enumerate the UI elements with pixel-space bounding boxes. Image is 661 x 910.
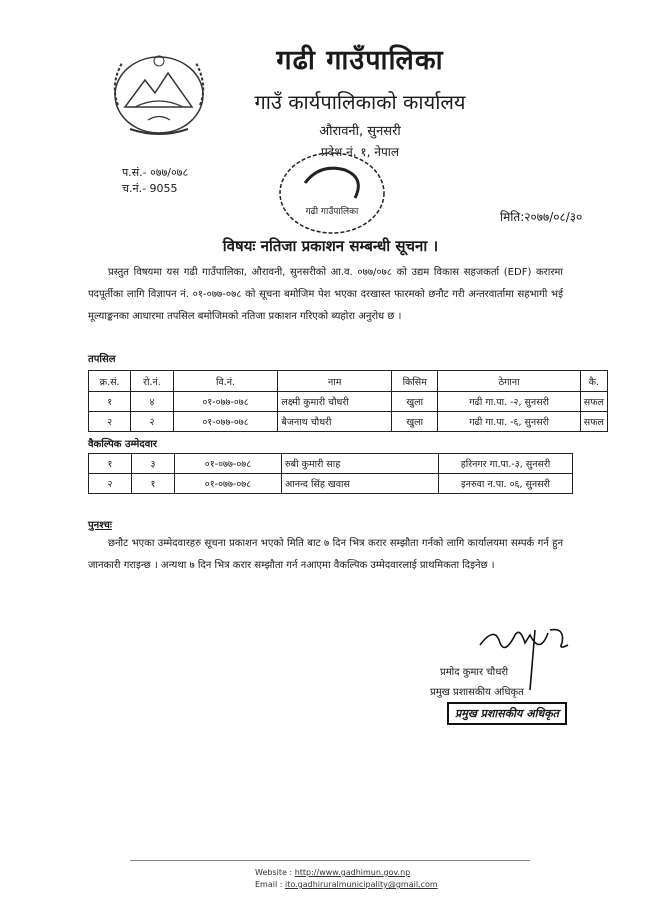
alternate-table (88, 453, 573, 494)
note-paragraph: छनौट भएका उम्मेदवारहरु सूचना प्रकाशन भएको मिति बाट ७ दिन भित्र करार सम्झौता गर्नको लागि कार्यालयमा सम्पर्क गर्न हुन जानकारी गराइन्छ । अन्यथा ७ दिन भित्र करार सम्झौता गर्न नआएमा वैकल्पिक उम्मेदवारलाई प्राथमिकता दिइनेछ । (88, 538, 563, 571)
cell-remarks: सफल (580, 412, 607, 432)
result-table (88, 370, 608, 432)
col-remarks: कै. (580, 371, 607, 392)
signature-icon (470, 615, 580, 695)
office-stamp (275, 148, 390, 238)
designation-stamp: प्रमुख प्रशासकीय अधिकृत (447, 702, 567, 725)
letter-date: मिति:२०७७/०८/३० (500, 210, 583, 224)
table-row (89, 474, 573, 494)
cell-ad-number: ०१-०७७-०७८ (173, 392, 278, 412)
footer-website (255, 868, 410, 877)
col-roll: रो.नं. (131, 371, 173, 392)
website-link[interactable]: http://www.gadhimun.gov.np (294, 868, 411, 877)
col-serial: क्र.सं. (89, 371, 131, 392)
email-label: Email : (255, 880, 283, 889)
cell-type: खुला (392, 412, 438, 432)
province: प्रदेश नं. १, नेपाल (320, 145, 400, 159)
col-ad-number: वि.नं. (173, 371, 278, 392)
col-address: ठेगाना (438, 371, 580, 392)
cell-serial: २ (89, 474, 132, 494)
tapasil-label: तपसिल (88, 354, 116, 365)
note-label: पुनश्चः (88, 520, 112, 531)
signatory-position: प्रमुख प्रशासकीय अधिकृत (430, 687, 524, 698)
table-row (89, 392, 608, 412)
cell-roll: २ (131, 412, 173, 432)
cell-address: हरिनगर गा.पा.-३, सुनसरी (439, 454, 573, 474)
table-row (89, 454, 573, 474)
cell-name: रुबी कुमारी साह (282, 454, 439, 474)
cell-type: खुला (392, 392, 438, 412)
cell-name: लक्ष्मी कुमारी चौधरी (278, 392, 392, 412)
patra-sankhya: प.सं.- ०७७/०७८ (122, 166, 189, 179)
subject-heading: विषयः नतिजा प्रकाशन सम्बन्धी सूचना । (222, 237, 439, 255)
government-emblem-icon (100, 45, 218, 143)
org-name: गढी गाउँपालिका (276, 45, 444, 76)
location: औरावनी, सुनसरी (319, 124, 401, 139)
table-row (89, 412, 608, 432)
footer-divider (130, 860, 530, 861)
cell-name: बैजनाथ चौधरी (278, 412, 392, 432)
cell-name: आनन्द सिंह खवास (282, 474, 439, 494)
alternate-label: वैकल्पिक उम्मेदवार (88, 439, 157, 450)
cell-roll: १ (132, 474, 175, 494)
cell-address: गढी गा.पा. -६, सुनसरी (438, 412, 580, 432)
website-label: Website : (255, 868, 293, 877)
footer-email (255, 880, 438, 889)
cell-serial: २ (89, 412, 131, 432)
cell-address: इनरुवा न.पा. ०६, सुनसरी (439, 474, 573, 494)
office-name: गाउँ कार्यपालिकाको कार्यालय (254, 90, 466, 114)
cell-ad-number: ०१-०७७-०७८ (175, 454, 282, 474)
chalani-number: च.नं.- 9055 (122, 182, 178, 195)
cell-address: गढी गा.पा. -२, सुनसरी (438, 392, 580, 412)
cell-remarks: सफल (580, 392, 607, 412)
cell-ad-number: ०१-०७७-०७८ (175, 474, 282, 494)
cell-roll: ४ (131, 392, 173, 412)
email-link[interactable]: ito.gadhiruralmunicipality@gmail.com (284, 880, 438, 889)
intro-paragraph: प्रस्तुत विषयमा यस गढी गाउँपालिका, औरावनी, सुनसरीको आ.व. ०७७/०७८ को उद्यम विकास सहजकर्ता (EDF) करारमा पदपूर्तीका लागि विज्ञापन नं. ०१-०७७-०७८ को सूचना बमोजिम पेश भएका दरखास्त फारमको छनौट गरी अन्तरवार्तामा सहभागी भई मूल्याङ्कनका आधारमा तपसिल बमोजिमको नतिजा प्रकाशन गरिएको ब्यहोरा अनुरोध छ । (88, 267, 563, 322)
table-header-row (89, 371, 608, 392)
cell-roll: ३ (132, 454, 175, 474)
stamp-text: गढी गाउँपालिका (305, 207, 359, 217)
col-name: नाम (278, 371, 392, 392)
cell-serial: १ (89, 454, 132, 474)
cell-ad-number: ०१-०७७-०७८ (173, 412, 278, 432)
col-type: किसिम (392, 371, 438, 392)
signatory-name: प्रमोद कुमार चौधरी (440, 667, 509, 678)
cell-serial: १ (89, 392, 131, 412)
